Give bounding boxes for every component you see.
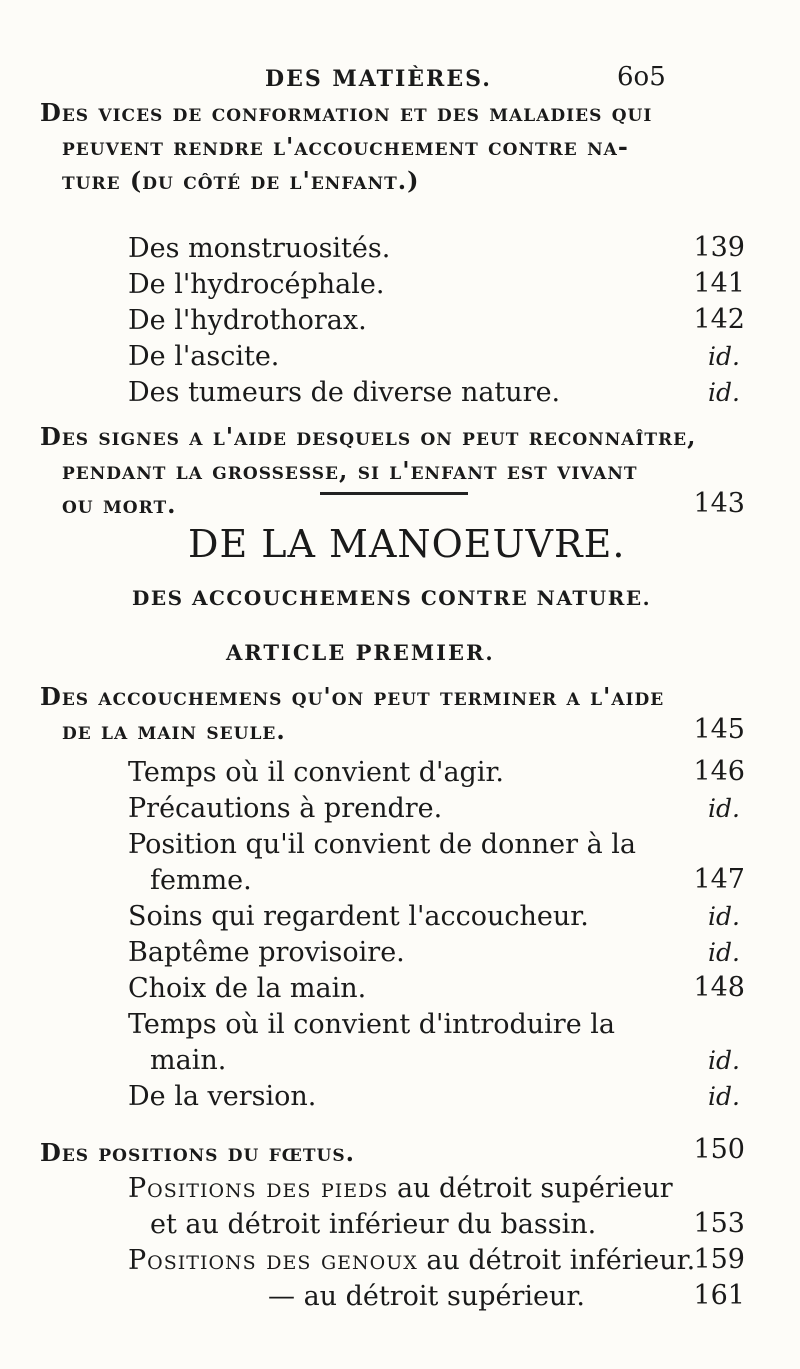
entry-label: Position qu'il convient de donner à la [128,829,636,860]
entry-label: Des monstruosités. [128,233,391,264]
entry-label: main. [150,1045,227,1076]
entry-label: Des tumeurs de diverse nature. [128,377,561,408]
section-title-line: Des accouchemens qu'on peut terminer a l'aide [40,682,665,711]
entry-page: 159 [693,1244,745,1275]
section-title-positions: Des positions du fœtus. [40,1138,355,1167]
entry-label-rest: au détroit inférieur. [417,1245,696,1276]
entry-page: id. [708,902,740,931]
section-title-accouchemens [40,680,664,748]
divider-rule [320,492,468,495]
entry-label: Précautions à prendre. [128,793,443,824]
entry-page: 146 [693,756,745,787]
section-title-line: ou mort. [62,490,177,519]
part-subtitle: DES ACCOUCHEMENS CONTRE NATURE. [132,586,652,610]
entry-label: femme. [150,865,252,896]
entry-page: 141 [693,268,745,299]
entry-label: Temps où il convient d'introduire la [128,1009,616,1040]
entry-label: Choix de la main. [128,973,367,1004]
entry-label: Baptême provisoire. [128,937,405,968]
entry-label: De la version. [128,1081,317,1112]
part-title: DE LA MANOEUVRE. [188,522,626,566]
entry-page: 147 [693,864,745,895]
entry-page: id. [708,1082,740,1111]
entry-label: De l'hydrothorax. [128,305,367,336]
entry-page: 161 [693,1280,745,1311]
entry-label-sc: Positions des pieds [128,1173,389,1204]
page-number: 6o5 [617,62,666,92]
entry-page: id. [708,938,740,967]
section-title-line: ture (du côté de l'enfant.) [62,166,420,195]
section-title-vices [40,96,652,198]
entry-label [128,1172,673,1206]
section-title-line: Des vices de conformation et des maladies qui [40,98,653,127]
section-title-line: de la main seule. [62,716,286,745]
entry-label [128,1244,695,1278]
entry-page: 145 [693,714,745,745]
entry-page: 150 [693,1134,745,1165]
entry-page: 142 [693,304,745,335]
entry-page: 139 [693,232,745,263]
entry-label: Soins qui regardent l'accoucheur. [128,901,589,932]
entry-page: id. [708,1046,740,1075]
entry-label: et au détroit inférieur du bassin. [150,1209,597,1240]
entry-label: De l'hydrocéphale. [128,269,385,300]
entry-label-sc: Positions des genoux [128,1245,418,1276]
entry-page: 143 [693,488,745,519]
entry-page: id. [708,342,740,371]
section-title-line: Des signes a l'aide desquels on peut reconnaître, [40,422,697,451]
entry-page: id. [708,794,740,823]
section-title-signes [40,420,697,522]
entry-label-rest: au détroit supérieur [388,1173,673,1204]
section-title-line: pendant la grossesse, si l'enfant est vivant [62,456,638,485]
entry-page: id. [708,378,740,407]
entry-label: De l'ascite. [128,341,280,372]
entry-label: — au détroit supérieur. [268,1281,585,1312]
running-title: DES MATIÈRES. [265,66,492,92]
entry-page: 153 [693,1208,745,1239]
entry-page: 148 [693,972,745,1003]
article-heading: ARTICLE PREMIER. [226,640,495,665]
entry-label: Temps où il convient d'agir. [128,757,504,788]
section-title-line: peuvent rendre l'accouchement contre na- [62,132,629,161]
